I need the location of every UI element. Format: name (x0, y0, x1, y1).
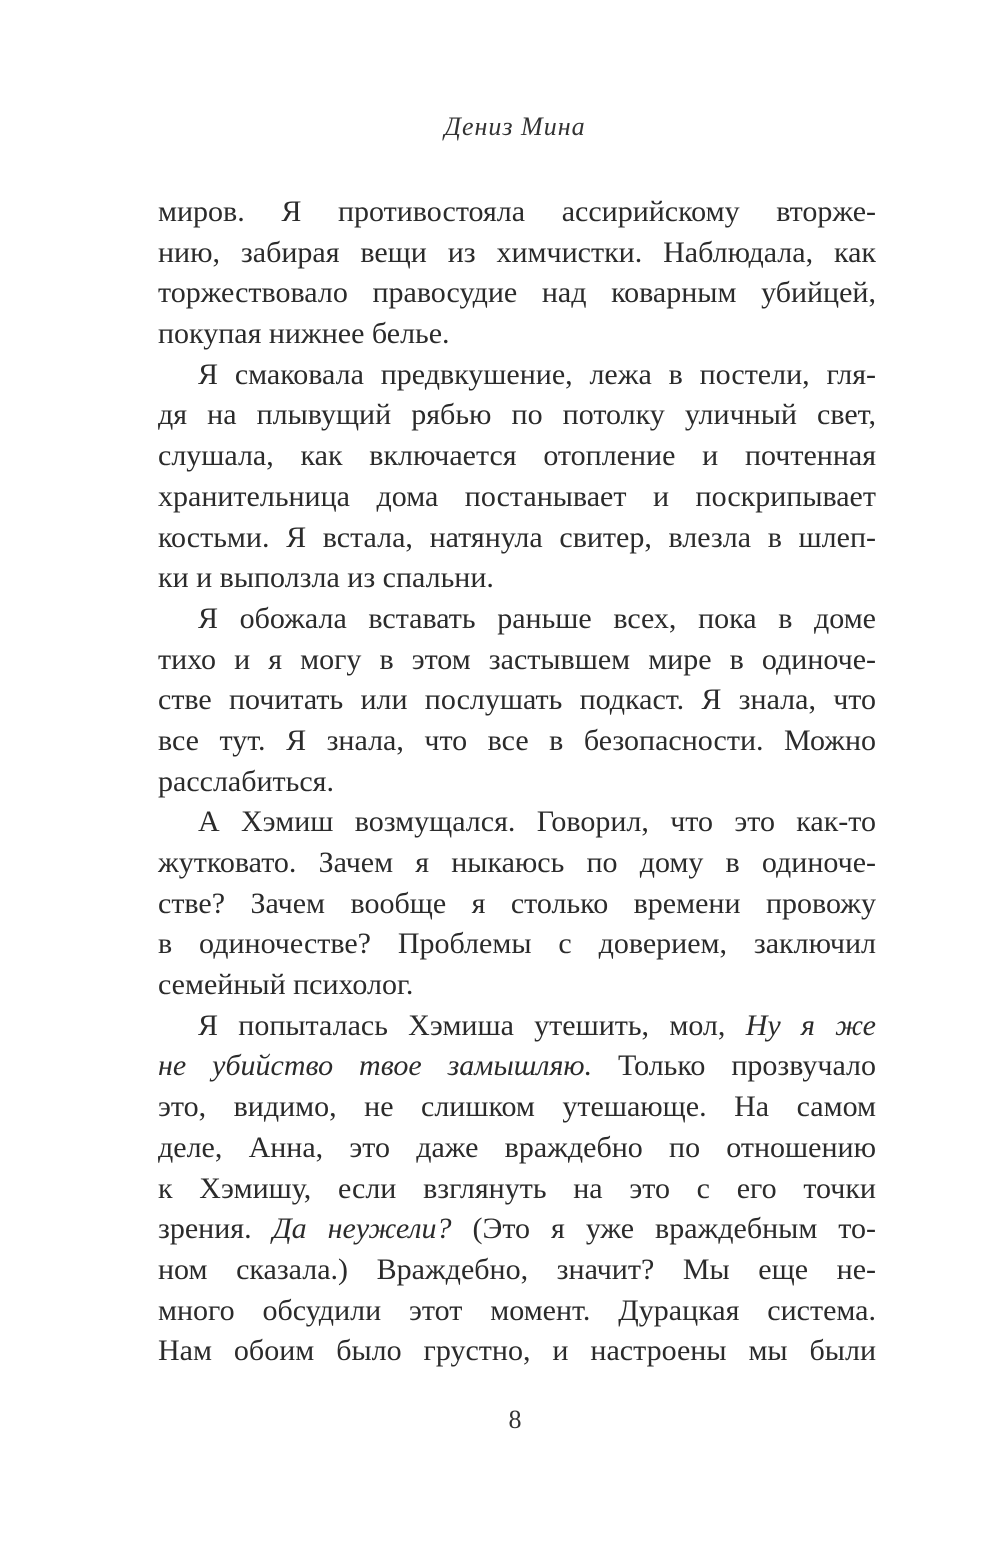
text-line: слушала, как включается отопление и почтенная (158, 439, 876, 473)
text-line: А Хэмиш возмущался. Говорил, что это как-то (198, 805, 876, 839)
text-line (158, 1209, 876, 1250)
text-line: торжествовало правосудие над коварным убийцей, (158, 276, 876, 310)
page-number: 8 (508, 1405, 522, 1434)
italic-text-run: не убийство твое замышляю. (158, 1049, 593, 1083)
text-line: это, видимо, не слишком утешающе. На самом (158, 1090, 876, 1124)
body-text (158, 192, 876, 1372)
text-line: Я обожала вставать раньше всех, пока в доме (198, 601, 876, 635)
text-line: все тут. Я знала, что все в безопасности. Можно (158, 723, 876, 757)
text-line: тихо и я могу в этом застывшем мире в одиноче- (158, 642, 876, 676)
italic-text-run: Ну я же (745, 1008, 876, 1042)
text-line: нию, забирая вещи из химчистки. Наблюдала, как (158, 235, 876, 269)
text-line: Я смаковала предвкушение, лежа в постели, гля- (198, 357, 876, 391)
text-run: Я попыталась Хэмиша утешить, мол, (198, 1008, 726, 1042)
text-line: расслабиться. (158, 764, 334, 798)
text-line (158, 1046, 876, 1087)
text-line: дя на плывущий рябью по потолку уличный свет, (158, 398, 876, 432)
text-line: ном сказала.) Враждебно, значит? Мы еще не- (158, 1252, 876, 1286)
text-line: в одиночестве? Проблемы с доверием, заключил (158, 927, 876, 961)
text-line: много обсудили этот момент. Дурацкая система. (158, 1293, 876, 1327)
text-line (158, 1006, 876, 1047)
text-line: деле, Анна, это даже враждебно по отношению (158, 1130, 876, 1164)
text-line: костьми. Я встала, натянула свитер, влезла в шлеп- (158, 520, 876, 554)
text-line: хранительница дома постанывает и поскрипывает (158, 479, 876, 513)
italic-text-run: Да неужели? (272, 1212, 452, 1246)
text-line: Нам обоим было грустно, и настроены мы были (158, 1334, 876, 1368)
text-line: стве почитать или послушать подкаст. Я знала, что (158, 683, 876, 717)
text-line: жутковато. Зачем я ныкаюсь по дому в одиноче- (158, 846, 876, 879)
text-run: Только прозвучало (618, 1049, 877, 1083)
text-run: зрения. (158, 1212, 252, 1246)
text-line: ки и выползла из спальни. (158, 561, 494, 595)
text-line: семейный психолог. (158, 968, 414, 1002)
text-line: стве? Зачем вообще я столько времени провожу (158, 886, 876, 920)
text-line: покупая нижнее белье. (158, 317, 450, 351)
text-line: к Хэмишу, если взглянуть на это с его точки (158, 1171, 876, 1205)
text-run: (Это я уже враждебным то- (472, 1212, 876, 1246)
text-line: миров. Я противостояла ассирийскому вторже- (158, 195, 876, 228)
running-head-author: Дениз Мина (444, 112, 586, 141)
